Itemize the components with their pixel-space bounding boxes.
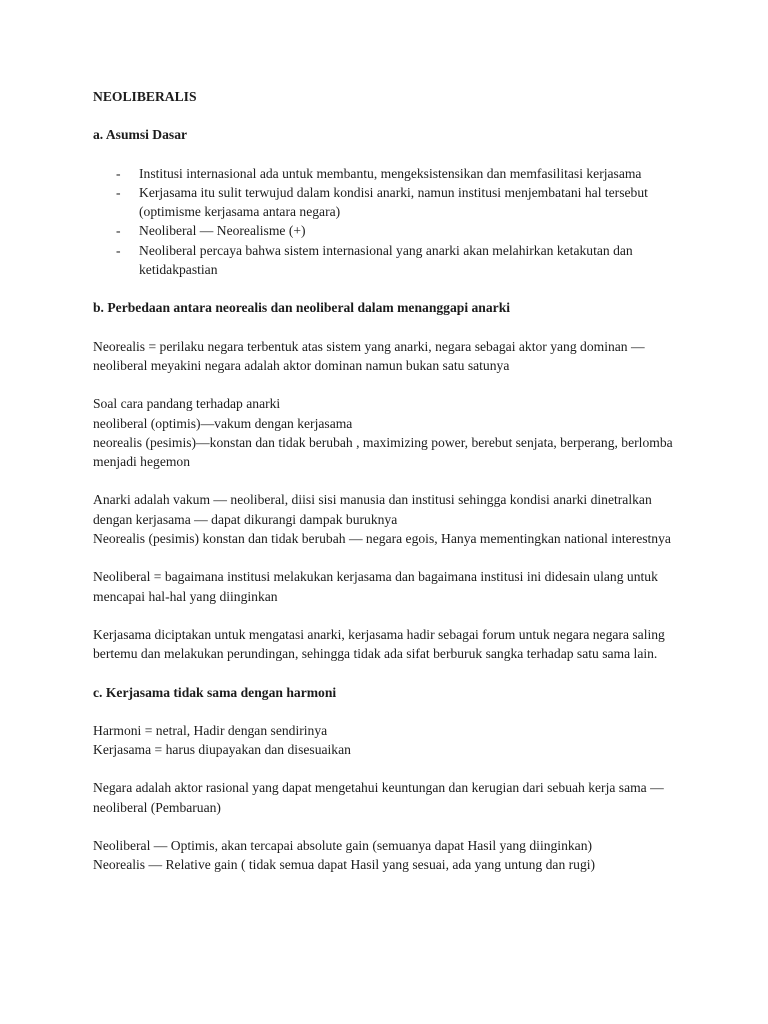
bullet-marker: -	[116, 165, 121, 181]
bullet-item	[93, 241, 693, 280]
paragraph: Neorealis = perilaku negara terbentuk atas sistem yang anarki, negara sebagai aktor yang dominan — neoliberal meyakini negara adalah aktor dominan namun bukan satu satunya	[93, 338, 645, 373]
bullet-text: Institusi internasional ada untuk membantu, mengeksistensikan dan memfasilitasi kerjasama	[139, 165, 642, 181]
paragraph-line: Kerjasama = harus diupayakan dan disesuaikan	[93, 742, 351, 758]
paragraph-line: Neorealis (pesimis) konstan dan tidak berubah — negara egois, Hanya mementingkan national interestnya	[93, 531, 671, 547]
paragraph: Negara adalah aktor rasional yang dapat mengetahui keuntungan dan kerugian dari sebuah kerja sama — neoliberal (Pembaruan)	[93, 780, 664, 815]
paragraph-line: neorealis (pesimis)—konstan dan tidak berubah , maximizing power, berebut senjata, berperang, berlomba menjadi hegemon	[93, 434, 673, 470]
paragraph	[93, 721, 693, 760]
paragraph-line: Harmoni = netral, Hadir dengan sendirinya	[93, 722, 328, 738]
section-a-heading: a. Asumsi Dasar	[93, 127, 188, 143]
bullet-marker: -	[116, 223, 121, 239]
document-title: NEOLIBERALIS	[93, 89, 197, 104]
document-body	[93, 87, 693, 894]
paragraph-line: Soal cara pandang terhadap anarki	[93, 396, 281, 412]
paragraph	[93, 394, 693, 471]
paragraph-line: Anarki adalah vakum — neoliberal, diisi sisi manusia dan institusi sehingga kondisi anarki dinetralkan dengan kerjasama — dapat dikurangi dampak buruknya	[93, 492, 652, 527]
bullet-marker: -	[116, 242, 121, 258]
paragraph: Neoliberal = bagaimana institusi melakukan kerjasama dan bagaimana institusi ini didesain ulang untuk mencapai hal-hal yang diinginkan	[93, 569, 658, 604]
paragraph	[93, 836, 693, 875]
section-b-heading: b. Perbedaan antara neorealis dan neoliberal dalam menanggapi anarki	[93, 300, 511, 316]
paragraph-line: neoliberal (optimis)—vakum dengan kerjasama	[93, 415, 353, 431]
paragraph-line: Neorealis — Relative gain ( tidak semua dapat Hasil yang sesuai, ada yang untung dan rugi)	[93, 857, 596, 873]
paragraph	[93, 490, 693, 548]
bullet-item	[93, 183, 693, 222]
bullet-text: Neoliberal — Neorealisme (+)	[139, 223, 306, 239]
paragraph: Kerjasama diciptakan untuk mengatasi anarki, kerjasama hadir sebagai forum untuk negara negara saling bertemu dan melakukan perundingan, sehingga tidak ada sifat berburuk sangka terhadap satu sama lain.	[93, 626, 665, 662]
bullet-text: Kerjasama itu sulit terwujud dalam kondisi anarki, namun institusi menjembatani hal tersebut (optimisme kerjasama antara negara)	[139, 184, 648, 220]
bullet-marker: -	[116, 184, 121, 200]
bullet-item	[93, 221, 693, 240]
paragraph-line: Neoliberal — Optimis, akan tercapai absolute gain (semuanya dapat Hasil yang diinginkan)	[93, 838, 593, 854]
section-c-heading: c. Kerjasama tidak sama dengan harmoni	[93, 684, 337, 700]
bullet-text: Neoliberal percaya bahwa sistem internasional yang anarki akan melahirkan ketakutan dan ketidakpastian	[139, 242, 633, 278]
section-a-bullet-list	[93, 164, 693, 280]
bullet-item	[93, 164, 693, 183]
